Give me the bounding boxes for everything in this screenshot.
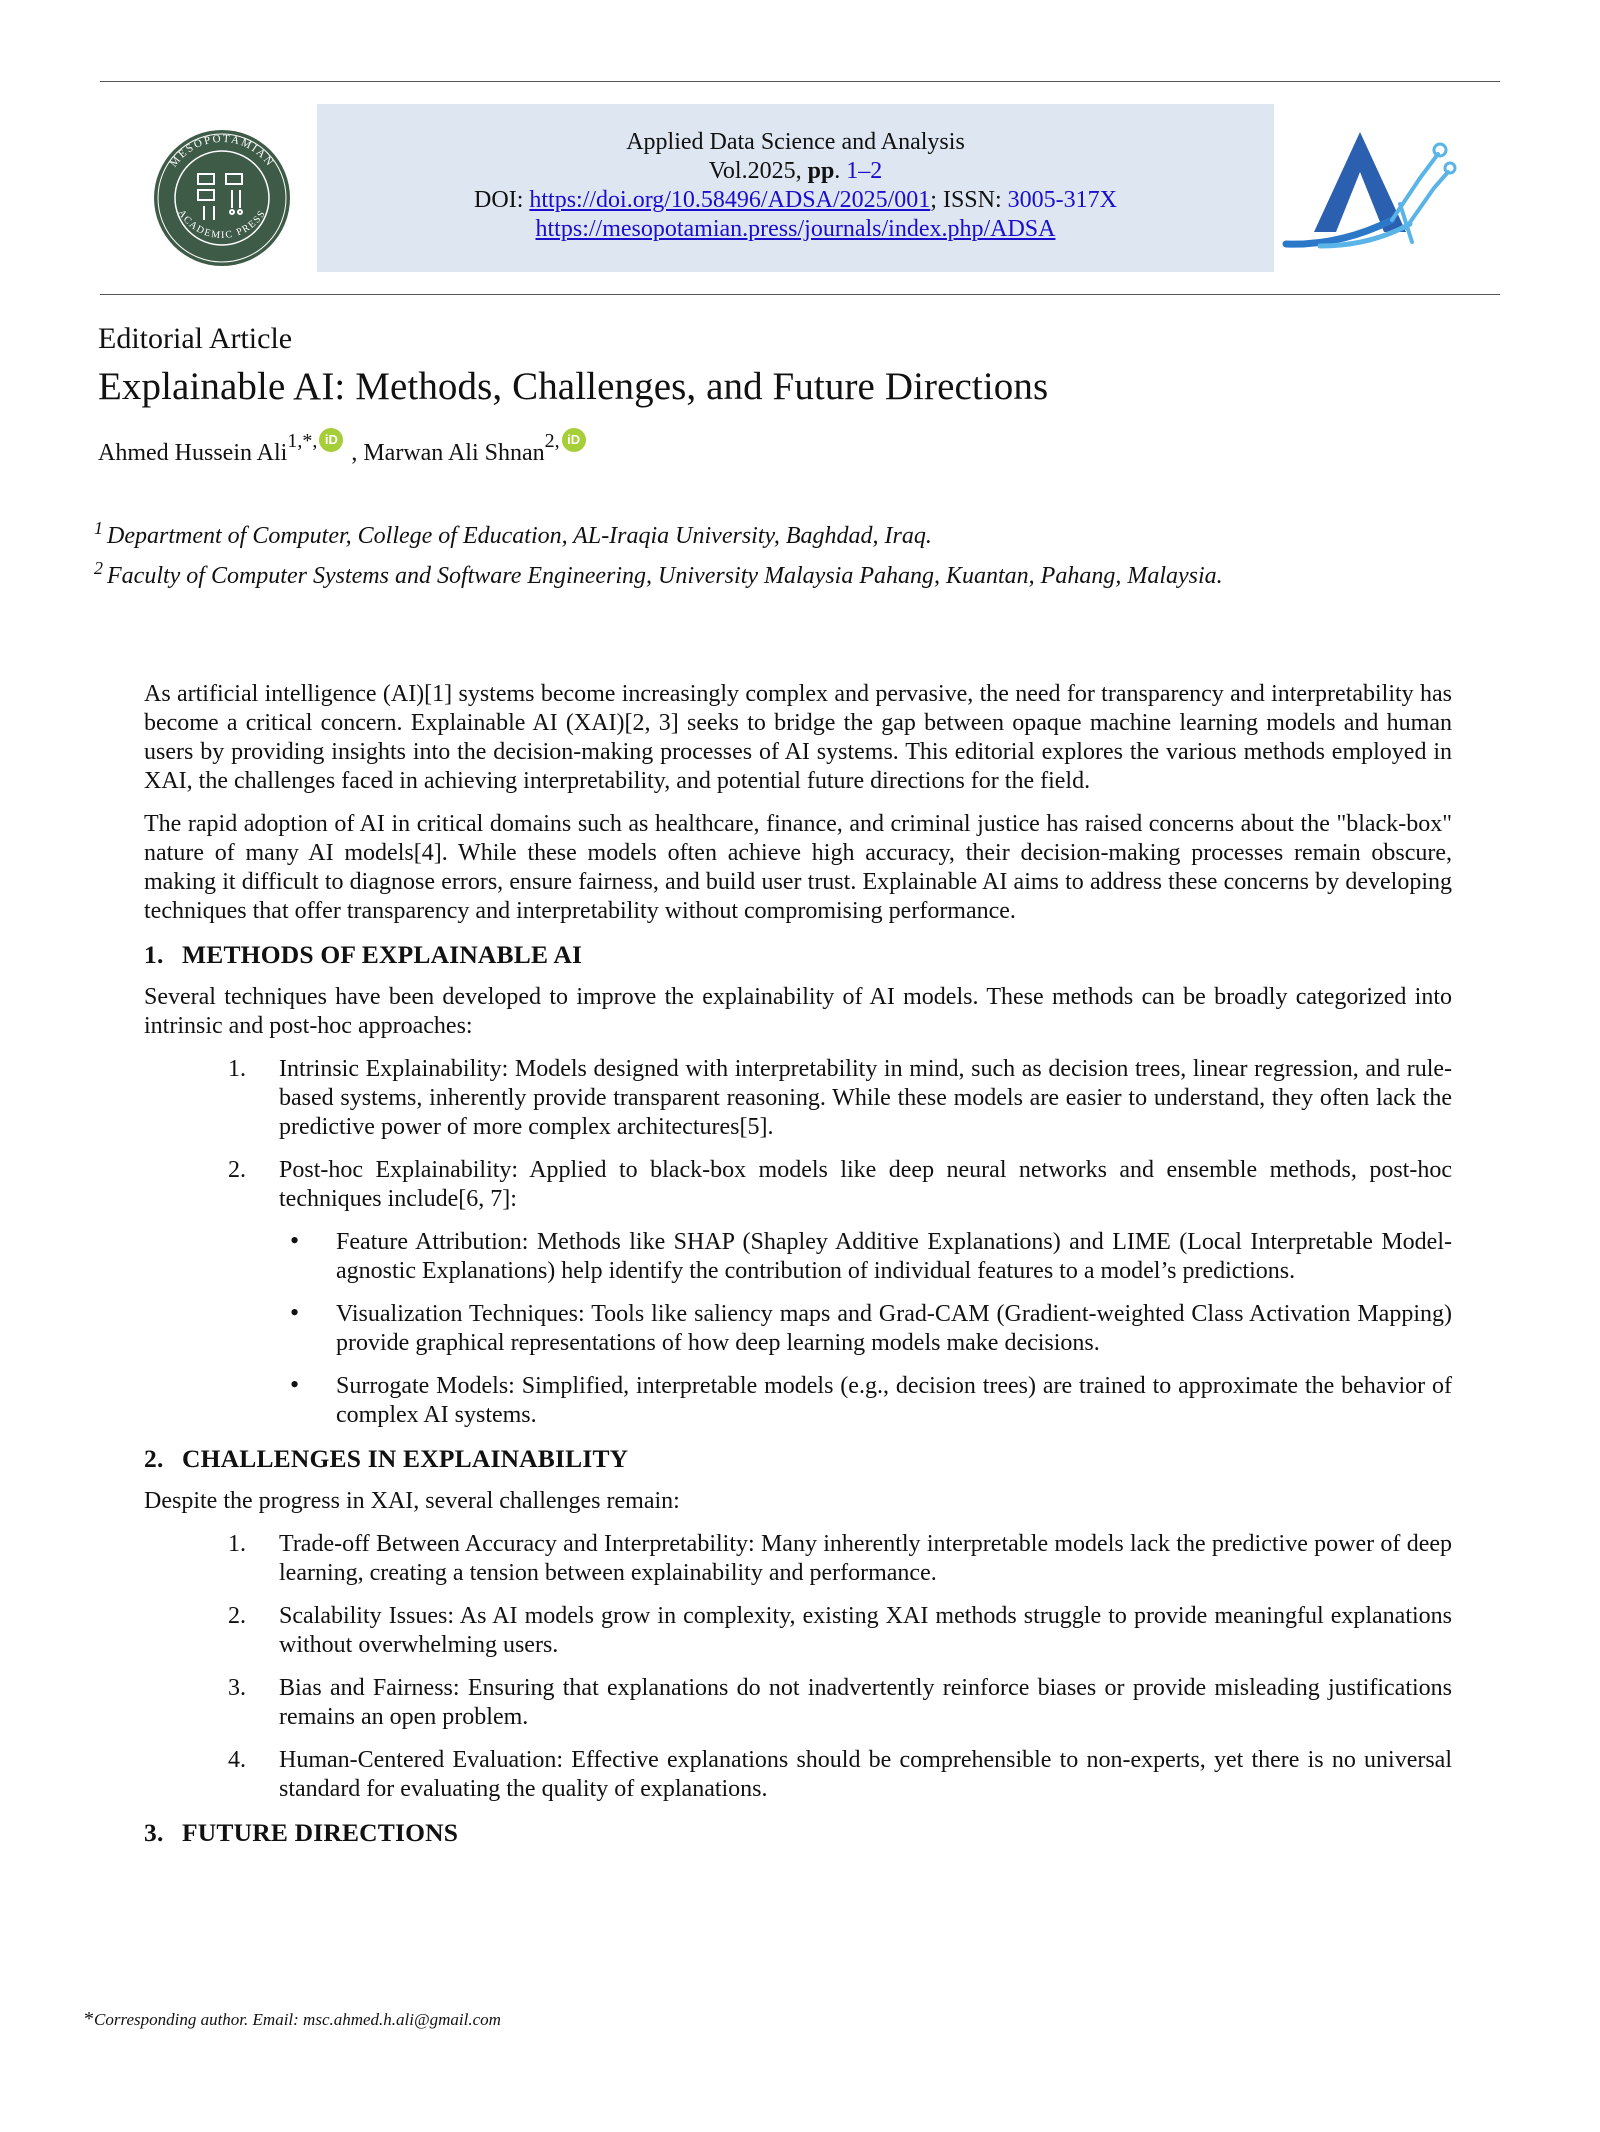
journal-info-box	[317, 104, 1274, 272]
svg-text:MESOPOTAMIAN: MESOPOTAMIAN	[167, 132, 277, 170]
list-number: 2.	[228, 1157, 246, 1183]
orcid-icon[interactable]: iD	[319, 428, 343, 452]
journal-url-link[interactable]: https://mesopotamian.press/journals/index.php/ADSA	[535, 216, 1056, 242]
list-item-text: Post-hoc Explainability: Applied to black-box models like deep neural networks and ensemble methods, post-hoc techniques include[6, 7]:	[279, 1157, 1452, 1212]
list-item	[144, 1530, 1452, 1588]
list-item-text: Bias and Fairness: Ensuring that explanations do not inadvertently reinforce biases or provide misleading justifications remains an open problem.	[279, 1675, 1452, 1730]
section-1-title: METHODS OF EXPLAINABLE AI	[182, 940, 583, 969]
list-item-text: Human-Centered Evaluation: Effective explanations should be comprehensible to non-experts, yet there is no universal standard for evaluating the quality of explanations.	[279, 1747, 1452, 1802]
affiliation-2	[94, 558, 1223, 590]
bullet-item-text: Feature Attribution: Methods like SHAP (Shapley Additive Explanations) and LIME (Local Interpretable Model-agnostic Explanations) help identify the contribution of individual features to a model’s predictions.	[336, 1229, 1452, 1284]
list-item-text: Trade-off Between Accuracy and Interpretability: Many inherently interpretable models lack the predictive power of deep learning, creating a tension between explainability and performance.	[279, 1531, 1452, 1586]
header-top-rule	[100, 81, 1500, 82]
footnote-star: *	[84, 2008, 94, 2030]
section-2-title: CHALLENGES IN EXPLAINABILITY	[182, 1444, 629, 1473]
author-line	[98, 430, 588, 467]
author-separator: ,	[345, 440, 364, 466]
list-item	[144, 1055, 1452, 1142]
affiliation-1	[94, 518, 932, 550]
doi-line	[317, 186, 1274, 215]
list-number: 3.	[228, 1675, 246, 1701]
publisher-seal-logo	[152, 128, 292, 268]
section-1-number: 1.	[144, 940, 164, 969]
bullet-item-text: Surrogate Models: Simplified, interpretable models (e.g., decision trees) are trained to approximate the behavior of complex AI systems.	[336, 1373, 1452, 1428]
list-number: 1.	[228, 1056, 246, 1082]
journal-name: Applied Data Science and Analysis	[626, 129, 965, 155]
svg-text:ACADEMIC PRESS: ACADEMIC PRESS	[175, 207, 269, 242]
article-body	[144, 680, 1452, 1861]
affiliation-1-number: 1	[94, 518, 103, 538]
affiliation-2-number: 2	[94, 558, 103, 578]
list-number: 1.	[228, 1531, 246, 1557]
list-number: 2.	[228, 1603, 246, 1629]
section-1-intro: Several techniques have been developed to improve the explainability of AI models. These methods can be broadly categorized into intrinsic and post-hoc approaches:	[144, 984, 1452, 1039]
journal-url-line	[317, 215, 1274, 244]
list-item-text: Intrinsic Explainability: Models designed with interpretability in mind, such as decision trees, linear regression, and rule-based systems, inherently provide transparent reasoning. While these models are easier to understand, they often lack the predictive power of more complex architectures[5].	[279, 1056, 1452, 1140]
doi-link[interactable]: https://doi.org/10.58496/ADSA/2025/001	[529, 187, 931, 213]
bullet-item	[144, 1372, 1452, 1430]
section-1-heading	[144, 940, 1452, 969]
section-2-intro: Despite the progress in XAI, several challenges remain:	[144, 1488, 680, 1514]
affiliation-2-text: Faculty of Computer Systems and Software Engineering, University Malaysia Pahang, Kuantan, Pahang, Malaysia.	[107, 563, 1223, 589]
volume-text: Vol.2025,	[708, 158, 808, 184]
article-type: Editorial Article	[98, 322, 293, 355]
pp-dot: .	[834, 158, 847, 184]
bullet-icon: •	[290, 1298, 300, 1327]
list-item-text: Scalability Issues: As AI models grow in complexity, existing XAI methods struggle to provide meaningful explanations without overwhelming users.	[279, 1603, 1452, 1658]
author-2-name: Marwan Ali Shnan	[363, 440, 545, 466]
header-bottom-rule	[100, 294, 1500, 295]
list-number: 4.	[228, 1747, 246, 1773]
issn-value: 3005-317X	[1007, 187, 1117, 213]
bullet-item	[144, 1228, 1452, 1286]
intro-paragraph: As artificial intelligence (AI)[1] systems become increasingly complex and pervasive, the need for transparency and interpretability has become a critical concern. Explainable AI (XAI)[2, 3] seeks to bridge the gap between opaque machine learning models and human users by providing insights into the decision-making processes of AI systems. This editorial explores the various methods employed in XAI, the challenges faced in achieving interpretability, and potential future directions for the field.	[144, 681, 1452, 794]
bullet-item	[144, 1300, 1452, 1358]
volume-line	[317, 157, 1274, 186]
journal-ai-logo	[1280, 128, 1460, 258]
doi-label: DOI:	[474, 187, 530, 213]
pp-label: pp	[807, 158, 835, 184]
section-3-heading	[144, 1818, 1452, 1847]
list-item	[144, 1156, 1452, 1214]
footnote-text: Corresponding author. Email: msc.ahmed.h.ali@gmail.com	[94, 2010, 501, 2029]
author-1-affil-sup: 1,*,	[287, 430, 318, 452]
list-item	[144, 1674, 1452, 1732]
intro-paragraph: The rapid adoption of AI in critical domains such as healthcare, finance, and criminal justice has raised concerns about the "black-box" nature of many AI models[4]. While these models often achieve high accuracy, their decision-making processes remain obscure, making it difficult to diagnose errors, ensure fairness, and build user trust. Explainable AI aims to address these concerns by developing techniques that offer transparency and interpretability without compromising performance.	[144, 811, 1452, 924]
author-2-affil-sup: 2,	[544, 430, 560, 452]
list-item	[144, 1746, 1452, 1804]
list-item	[144, 1602, 1452, 1660]
corresponding-author-footnote	[84, 2008, 501, 2031]
article-title: Explainable AI: Methods, Challenges, and Future Directions	[98, 365, 1049, 408]
section-3-number: 3.	[144, 1818, 164, 1847]
bullet-item-text: Visualization Techniques: Tools like saliency maps and Grad-CAM (Gradient-weighted Class Activation Mapping) provide graphical representations of how deep learning models make decisions.	[336, 1301, 1452, 1356]
section-3-title: FUTURE DIRECTIONS	[182, 1818, 459, 1847]
author-1-name: Ahmed Hussein Ali	[98, 440, 288, 466]
page-range: 1–2	[846, 158, 883, 184]
affiliation-1-text: Department of Computer, College of Education, AL-Iraqia University, Baghdad, Iraq.	[107, 523, 932, 549]
orcid-icon[interactable]: iD	[562, 428, 586, 452]
bullet-icon: •	[290, 1370, 300, 1399]
bullet-icon: •	[290, 1226, 300, 1255]
section-2-number: 2.	[144, 1444, 164, 1473]
issn-label: ; ISSN:	[930, 187, 1008, 213]
section-2-heading	[144, 1444, 1452, 1473]
